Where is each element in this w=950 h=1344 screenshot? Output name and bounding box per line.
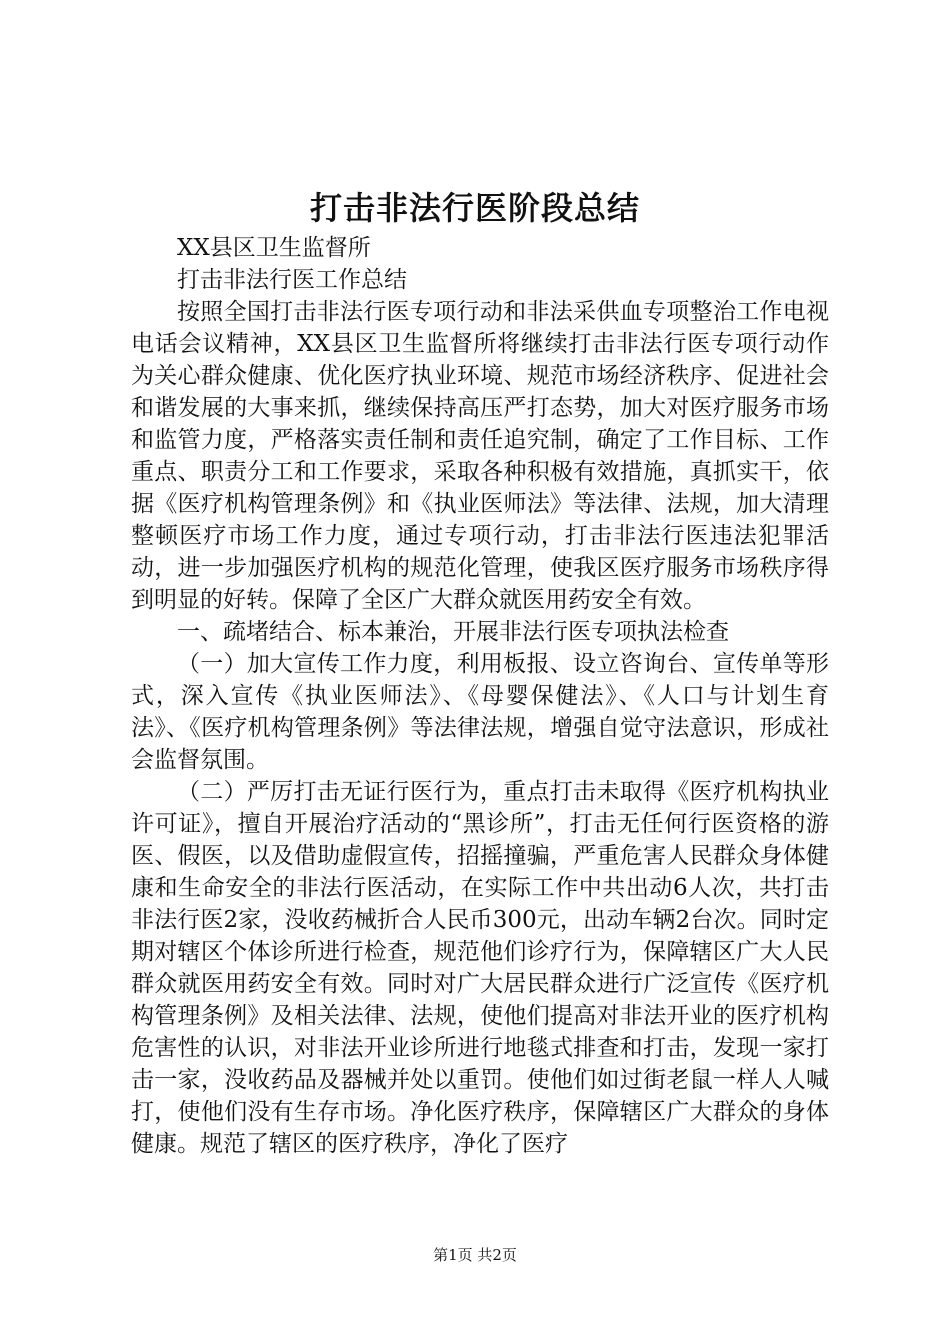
paragraph-organization: XX县区卫生监督所 bbox=[177, 235, 371, 261]
document-body bbox=[131, 232, 829, 1160]
paragraph-item-2: （二）严厉打击无证行医行为，重点打击未取得《医疗机构执业许可证》，擅自开展治疗活动的“黑诊所”，打击无任何行医资格的游医、假医，以及借助虚假宣传，招摇撞骗，严重危害人民群众身体健康和生命安全的非法行医活动，在实际工作中共出动6人次，共打击非法行医2家，没收药械折合人民币300元，出动车辆2台次。同时定期对辖区个体诊所进行检查，规范他们诊疗行为，保障辖区广大人民群众就医用药安全有效。同时对广大居民群众进行广泛宣传《医疗机构管理条例》及相关法律、法规，使他们提高对非法开业的医疗机构危害性的认识，对非法开业诊所进行地毯式排查和打击，发现一家打击一家，没收药品及器械并处以重罚。使他们如过街老鼠一样人人喊打，使他们没有生存市场。净化医疗秩序，保障辖区广大群众的身体健康。规范了辖区的医疗秩序，净化了医疗 bbox=[131, 779, 829, 1157]
section-heading-1: 一、疏堵结合、标本兼治，开展非法行医专项执法检查 bbox=[177, 619, 729, 645]
paragraph-subtitle: 打击非法行医工作总结 bbox=[177, 267, 407, 293]
paragraph-intro: 按照全国打击非法行医专项行动和非法采供血专项整治工作电视电话会议精神，XX县区卫生监督所将继续打击非法行医专项行动作为关心群众健康、优化医疗执业环境、规范市场经济秩序、促进社会和谐发展的大事来抓，继续保持高压严打态势，加大对医疗服务市场和监管力度，严格落实责任制和责任追究制，确定了工作目标、工作重点、职责分工和工作要求，采取各种积极有效措施，真抓实干，依据《医疗机构管理条例》和《执业医师法》等法律、法规，加大清理整顿医疗市场工作力度，通过专项行动，打击非法行医违法犯罪活动，进一步加强医疗机构的规范化管理，使我区医疗服务市场秩序得到明显的好转。保障了全区广大群众就医用药安全有效。 bbox=[131, 299, 829, 613]
paragraph-item-1: （一）加大宣传工作力度，利用板报、设立咨询台、宣传单等形式，深入宣传《执业医师法》、《母婴保健法》、《人口与计划生育法》、《医疗机构管理条例》等法律法规，增强自觉守法意识，形成社会监督氛围。 bbox=[131, 651, 829, 773]
page-footer: 第1页 共2页 bbox=[433, 1246, 517, 1264]
document-title: 打击非法行医阶段总结 bbox=[309, 189, 640, 227]
